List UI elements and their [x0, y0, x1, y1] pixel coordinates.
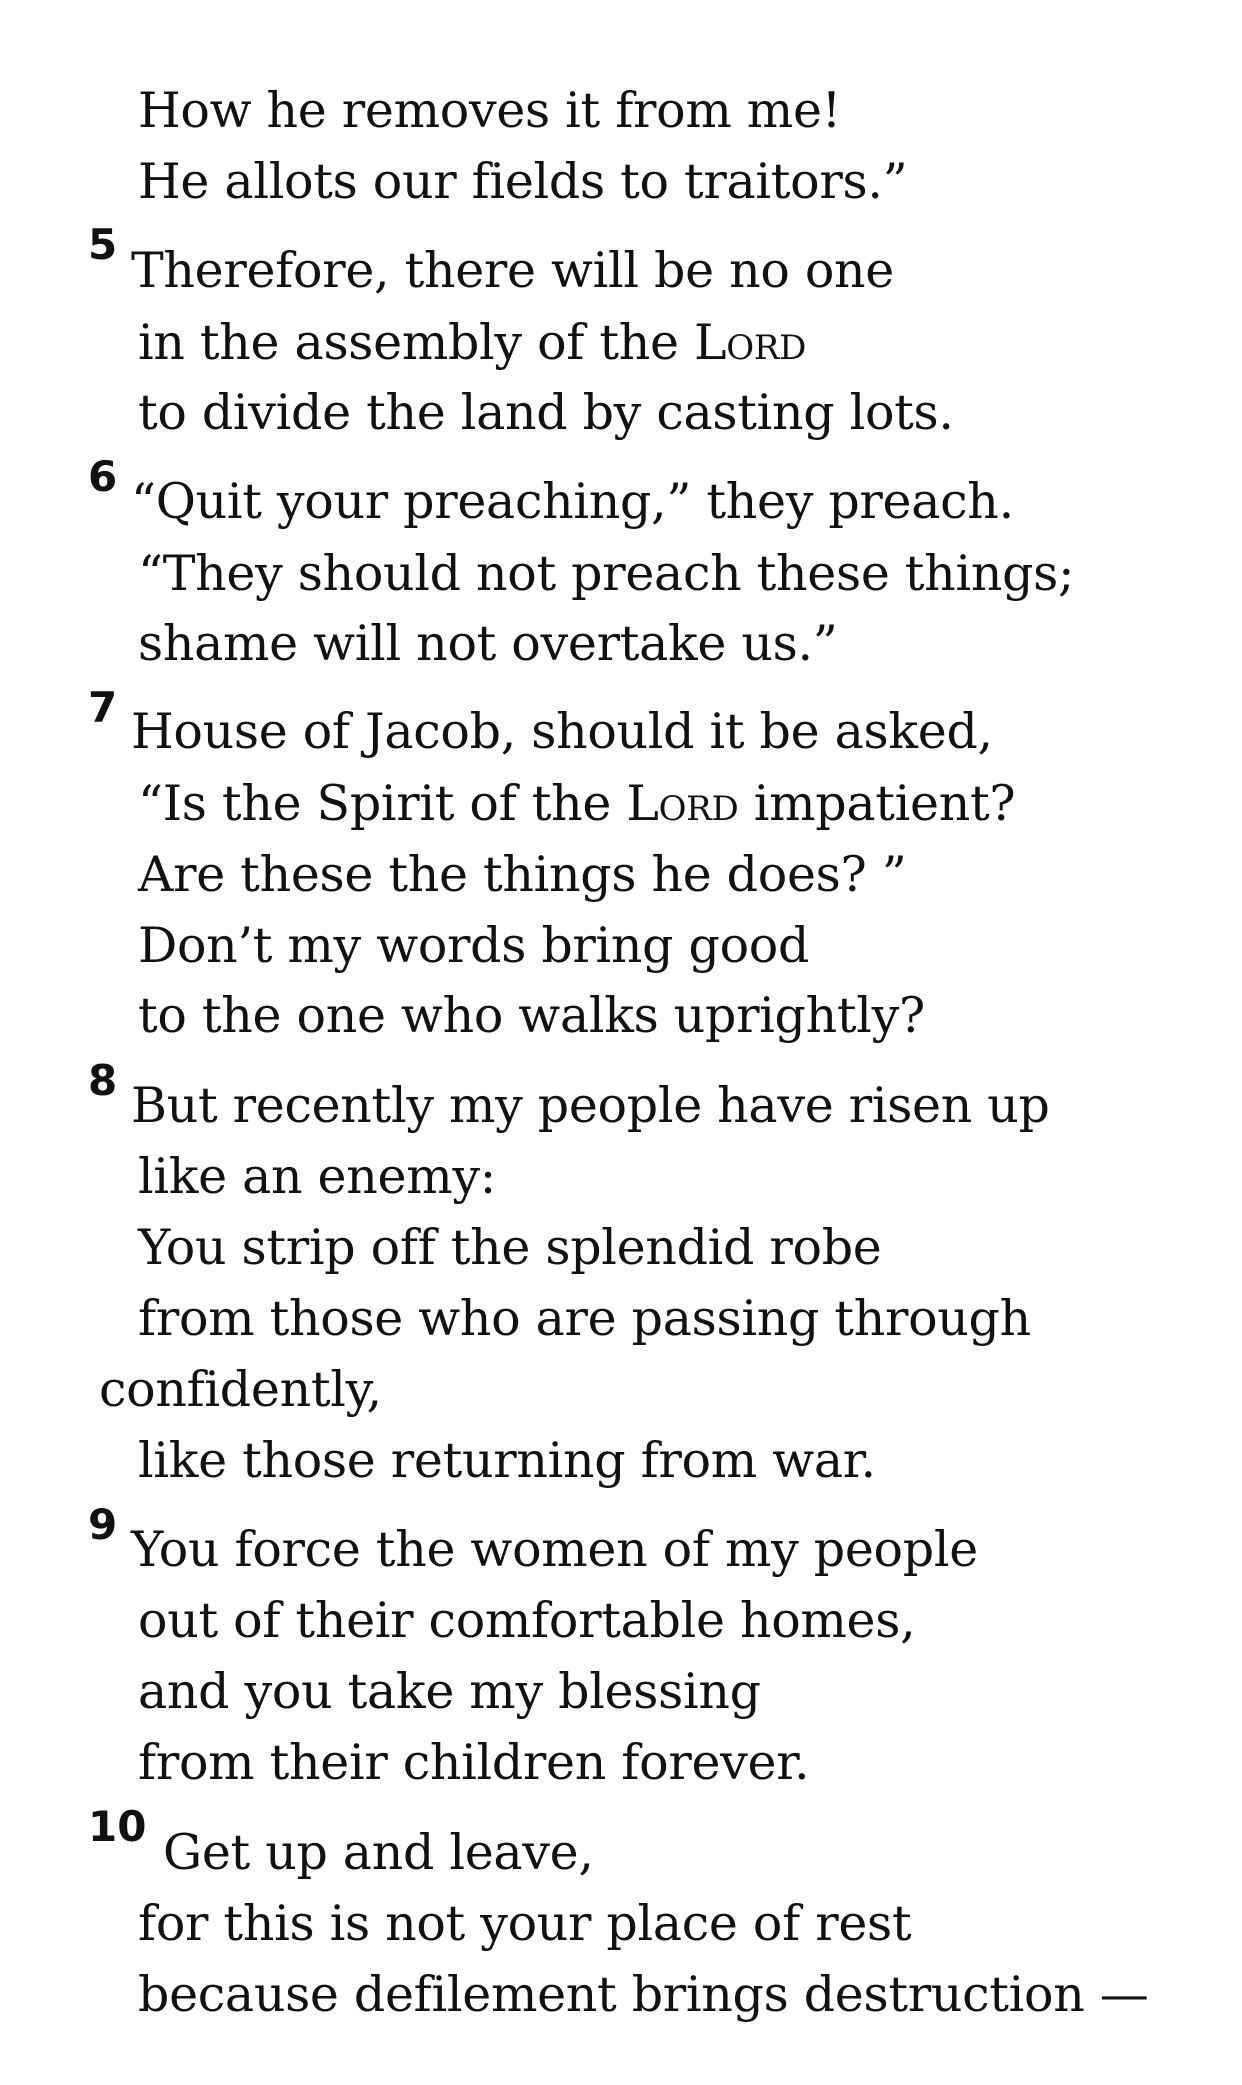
divine-name: Lord [626, 775, 739, 832]
verse-line: “They should not preach these things; [138, 545, 1075, 602]
verse-line: You strip off the splendid robe [138, 1219, 882, 1276]
verse-line: You force the women of my people [131, 1521, 978, 1578]
verse-line: Don’t my words bring good [138, 917, 810, 974]
verse-line: But recently my people have risen up [131, 1077, 1050, 1134]
verse-line: to divide the land by casting lots. [138, 384, 954, 441]
verse-line: “Quit your preaching,” they preach. [131, 473, 1014, 530]
verse-number: 8 [88, 1056, 118, 1105]
verse-line: like those returning from war. [138, 1432, 876, 1489]
verse-line: like an enemy: [138, 1148, 496, 1205]
verse-text: “Is the Spirit of the [138, 775, 627, 832]
verse-line: from those who are passing through [138, 1290, 1031, 1347]
verse-line: because defilement brings destruction — [138, 1966, 1149, 2023]
divine-name: Lord [694, 314, 807, 371]
verse-line [138, 774, 1015, 834]
verse-line: confidently, [99, 1361, 382, 1418]
verse-number: 9 [88, 1500, 118, 1549]
verse-line [138, 313, 806, 373]
verse-text: in the assembly of the [138, 314, 695, 371]
verse-number: 5 [88, 220, 118, 269]
verse-number: 7 [88, 683, 118, 732]
verse-line: from their children forever. [138, 1734, 810, 1791]
verse-line: for this is not your place of rest [138, 1895, 912, 1952]
verse-line: to the one who walks uprightly? [138, 987, 925, 1044]
verse-number: 10 [88, 1802, 147, 1851]
verse-line: He allots our fields to traitors.” [138, 153, 908, 210]
verse-line: out of their comfortable homes, [138, 1592, 916, 1649]
verse-number: 6 [88, 452, 118, 501]
verse-text: impatient? [738, 775, 1016, 832]
verse-line: Are these the things he does? ” [138, 846, 907, 903]
verse-line: Therefore, there will be no one [131, 242, 894, 299]
verse-line: Get up and leave, [163, 1824, 594, 1881]
verse-line: How he removes it from me! [138, 82, 842, 139]
verse-line: shame will not overtake us.” [138, 615, 838, 672]
verse-line: and you take my blessing [138, 1663, 761, 1720]
verse-line: House of Jacob, should it be asked, [131, 703, 993, 760]
